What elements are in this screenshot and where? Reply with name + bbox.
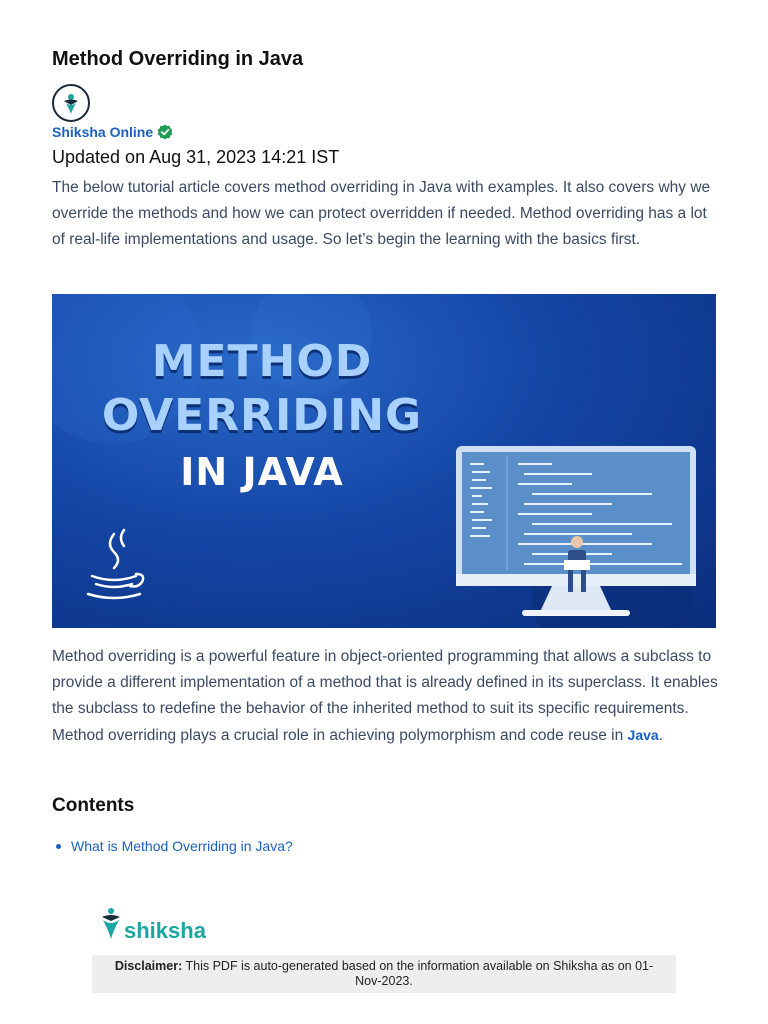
shiksha-logo-icon (100, 906, 122, 942)
updated-timestamp: Updated on Aug 31, 2023 14:21 IST (52, 147, 340, 167)
author-avatar[interactable] (52, 84, 90, 122)
verified-badge-icon (157, 124, 173, 140)
body-text: Method overriding is a powerful feature in object-oriented programming that allows a subclass to provide a different implementation of a method that is already defined in its superclass. It enables the subclass to redefine the behavior of the inherited method to suit its specific requirements. Method overriding plays a crucial role in achieving polymorphism and code reuse in (52, 648, 718, 744)
body-end: . (658, 727, 663, 744)
disclaimer-text: This PDF is auto-generated based on the information available on Shiksha as on 01-Nov-2023. (182, 959, 654, 988)
disclaimer-label: Disclaimer: (114, 959, 183, 973)
footer-logo-text: shiksha (124, 918, 206, 943)
banner-title-line2: OVERRIDING (101, 390, 423, 441)
java-cup-icon (88, 530, 143, 598)
page-title: Method Overriding in Java (52, 48, 304, 70)
banner-title-line3: IN JAVA (180, 450, 344, 494)
disclaimer (92, 955, 676, 993)
java-link[interactable]: Java (627, 727, 659, 743)
contents-link-method-overriding[interactable]: What is Method Overriding in Java? (71, 838, 293, 854)
author-link[interactable]: Shiksha Online (52, 124, 154, 140)
bullet-icon (56, 844, 61, 849)
intro-paragraph: The below tutorial article covers method overriding in Java with examples. It also covers why we override the methods and how we can protect overridden if needed. Method overriding has a lot of real-life implementations and usage. So let’s begin the learning with the basics first. (52, 179, 711, 248)
contents-list (52, 836, 293, 856)
banner-title-line1: METHOD (151, 336, 373, 387)
contents-heading: Contents (52, 795, 135, 816)
footer-logo[interactable] (100, 906, 206, 942)
author-row (52, 124, 173, 140)
article-banner (52, 294, 716, 628)
body-paragraph (52, 644, 720, 749)
contents-item (52, 836, 293, 856)
shiksha-logo-icon (56, 88, 86, 118)
